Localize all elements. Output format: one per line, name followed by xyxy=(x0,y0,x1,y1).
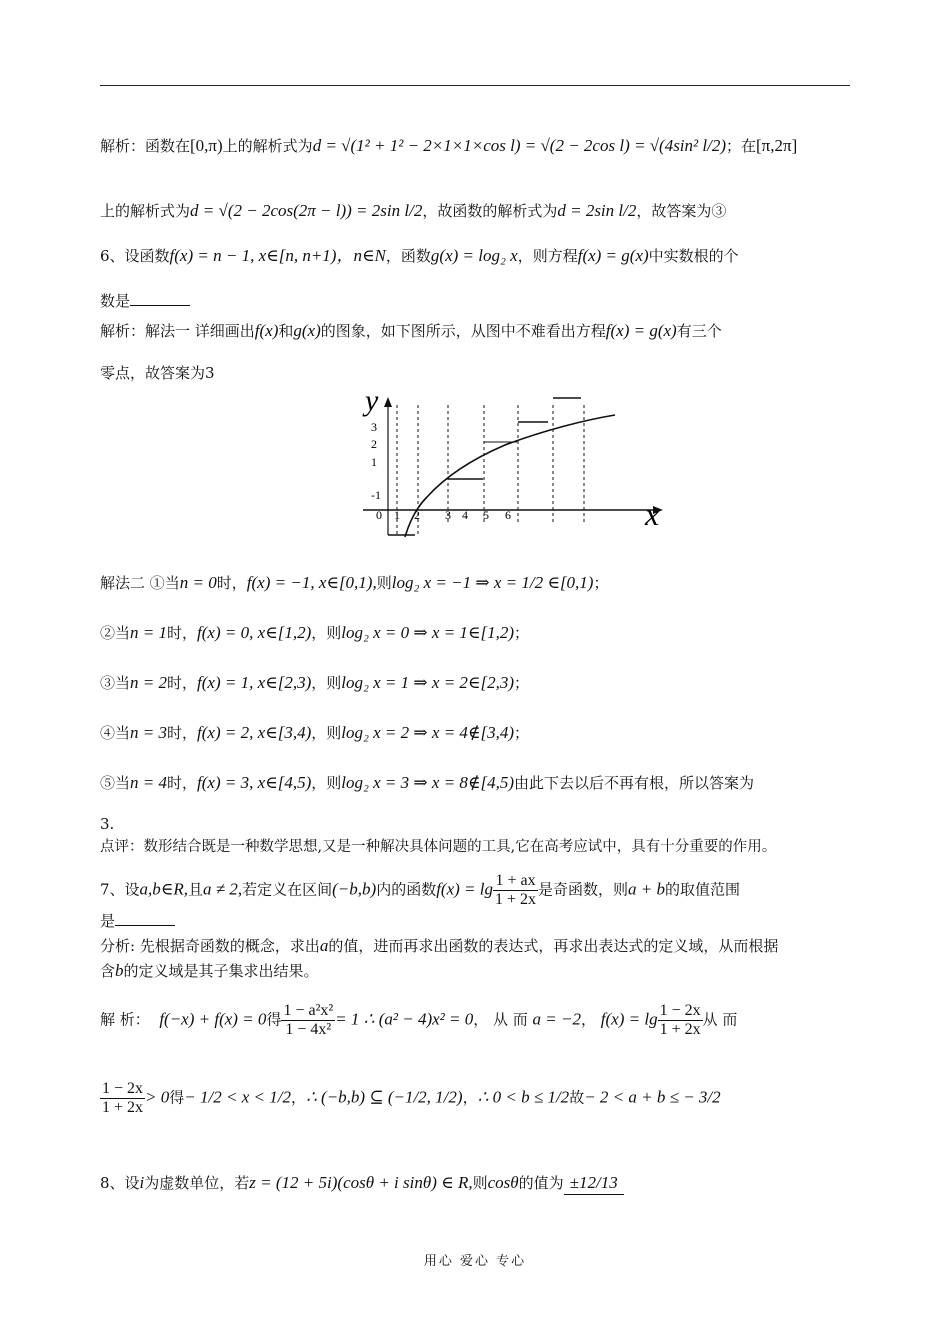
text: ，函数 xyxy=(385,247,431,265)
math-formula: − 1/2 < x < 1/2 xyxy=(184,1087,291,1107)
text: 时， xyxy=(167,724,198,742)
math-formula: f(x) xyxy=(254,321,279,340)
text: 时， xyxy=(167,674,198,692)
math-formula: > 0 xyxy=(145,1087,170,1107)
y-tick-label: 1 xyxy=(371,455,377,469)
text: 解析：解法一 详细画出 xyxy=(100,322,255,340)
question-6 xyxy=(100,245,860,267)
text: 解 析： xyxy=(100,1010,150,1029)
solution-7-cont xyxy=(100,1080,860,1117)
denominator: 1 + 2x xyxy=(659,1021,701,1038)
math-formula: z = (12 + 5i)(cosθ + i sinθ) ∈ R, xyxy=(249,1173,473,1192)
math-formula: f(x) = lg xyxy=(600,1009,658,1029)
text: 分析: 先根据奇函数的概念，求出 xyxy=(100,937,320,955)
text: 解析：函数在 xyxy=(100,137,191,155)
text: ④当 xyxy=(100,724,131,742)
math-formula: a xyxy=(319,936,329,955)
text: 中实数根的个 xyxy=(648,247,739,265)
numerator: 1 − 2x xyxy=(659,1002,701,1019)
math-formula: a + b xyxy=(628,879,666,899)
text: ，则方程 xyxy=(517,247,578,265)
numerator: 1 + ax xyxy=(493,872,538,891)
math-formula: log₂ x = 3 ⇒ x = 8∉[4,5) xyxy=(341,773,515,792)
answer-3 xyxy=(100,813,860,835)
math-formula: log₂ x = 0 ⇒ x = 1∈[1,2) xyxy=(341,623,515,642)
math-interval: [π,2π] xyxy=(756,136,798,155)
y-axis-label: y xyxy=(365,385,379,417)
math-formula: n = 0 xyxy=(179,573,217,592)
text: 点评：数形结合既是一种数学思想,又是一种解决具体问题的工具,它在高考应试中，具有十分重要的作用。 xyxy=(100,839,777,855)
solution-6-method-1-cont xyxy=(100,362,860,384)
solution-6-method-1 xyxy=(100,320,860,342)
text: ，则 xyxy=(311,774,342,792)
text: 和 xyxy=(278,322,294,340)
math-formula: ∴ (−b,b) ⊆ (−1/2, 1/2) xyxy=(305,1087,463,1107)
analysis-7-cont xyxy=(100,960,860,982)
text: 时， xyxy=(216,574,247,592)
math-formula: − 2 < a + b ≤ − 3/2 xyxy=(584,1087,721,1107)
case-n-4 xyxy=(100,772,860,794)
math-formula: f(x) = g(x) xyxy=(605,321,677,340)
answer-blank xyxy=(564,1172,624,1195)
math-formula: f(x) = 1, x∈[2,3) xyxy=(197,673,312,692)
comment xyxy=(100,836,860,858)
math-formula: f(x) = −1, x∈[0,1), xyxy=(246,573,377,592)
math-formula: cosθ xyxy=(487,1173,519,1192)
x-tick-label: 0 xyxy=(376,508,382,522)
text: 数是 xyxy=(100,292,131,310)
text: ； xyxy=(514,624,530,642)
text: 由此下去以后不再有根，所以答案为 xyxy=(514,774,755,792)
text: 有三个 xyxy=(676,322,722,340)
math-formula: d = √(1² + 1² − 2×1×1×cos l) = √(2 − 2cos l) = √(4sin² l/2) xyxy=(312,136,726,155)
denominator: 1 + 2x xyxy=(102,1099,144,1116)
text: ， xyxy=(290,1088,306,1107)
x-tick-label: 1 xyxy=(394,508,400,522)
solution-line-1 xyxy=(100,135,860,157)
math-formula: n = 1 xyxy=(130,623,167,642)
text: 上的解析式为 xyxy=(100,202,191,220)
x-tick-label: 2 xyxy=(414,508,420,522)
numerator: 1 − a²x² xyxy=(283,1002,334,1019)
text: ，故答案为③ xyxy=(636,202,727,220)
text: 解法二 ①当 xyxy=(100,574,180,592)
math-formula: n = 4 xyxy=(130,773,167,792)
x-tick-label: 5 xyxy=(483,508,489,522)
math-formula: b xyxy=(115,961,124,980)
x-tick-label: 4 xyxy=(462,508,468,522)
math-formula: f(x) = lg xyxy=(436,879,493,899)
text: ，则 xyxy=(311,674,342,692)
text: ，则 xyxy=(311,624,342,642)
math-formula: = 1 ∴ (a² − 4)x² = 0 xyxy=(335,1009,474,1029)
text: ， 从 而 xyxy=(473,1010,528,1029)
case-n-2 xyxy=(100,672,860,694)
y-tick-label: -1 xyxy=(371,488,381,502)
question-6-cont xyxy=(100,290,860,312)
math-formula: a = −2 xyxy=(532,1009,581,1029)
y-tick-label: 2 xyxy=(371,437,377,451)
math-formula: a ≠ 2, xyxy=(203,879,243,899)
question-7 xyxy=(100,872,860,909)
text: 为虚数单位，若 xyxy=(144,1174,250,1192)
text: ， xyxy=(462,1088,478,1107)
text: ⑤当 xyxy=(100,774,131,792)
text: 则 xyxy=(376,574,392,592)
question-7-cont xyxy=(100,910,860,932)
x-tick-label: 6 xyxy=(505,508,511,522)
text: 且 xyxy=(188,880,204,899)
text: ②当 xyxy=(100,624,131,642)
x-axis-label: x xyxy=(645,496,660,532)
header-rule xyxy=(100,85,850,86)
math-formula: f(x) = 2, x∈[3,4) xyxy=(197,723,312,742)
y-axis-arrow xyxy=(384,397,392,407)
text: ； xyxy=(593,574,609,592)
text: 得 xyxy=(266,1010,282,1029)
denominator: 1 + 2x xyxy=(495,891,537,908)
text: ，则 xyxy=(311,724,342,742)
math-formula: f(−x) + f(x) = 0 xyxy=(159,1009,267,1029)
solution-line-2 xyxy=(100,200,860,222)
text: 上的解析式为 xyxy=(222,137,313,155)
text: ；在 xyxy=(725,137,756,155)
answer-blank xyxy=(130,291,190,306)
text: 若定义在区间 xyxy=(242,880,333,899)
question-number: 8、设 xyxy=(100,1174,140,1192)
fraction xyxy=(493,872,538,909)
math-formula: n = 2 xyxy=(130,673,167,692)
text: 的定义域是其子集求出结果。 xyxy=(123,962,319,980)
text: 含 xyxy=(100,962,116,980)
case-n-1 xyxy=(100,622,860,644)
y-tick-label: 3 xyxy=(371,420,377,434)
text: 从 而 xyxy=(702,1010,738,1029)
text: 时， xyxy=(167,624,198,642)
text: ③当 xyxy=(100,674,131,692)
text: ， xyxy=(581,1010,597,1029)
fraction xyxy=(281,1002,335,1039)
fraction xyxy=(100,1080,145,1117)
math-formula: log₂ x = 1 ⇒ x = 2∈[2,3) xyxy=(341,673,515,692)
text: 零点，故答案为3 xyxy=(100,364,215,382)
math-formula: f(x) = 0, x∈[1,2) xyxy=(197,623,312,642)
math-formula: d = 2sin l/2 xyxy=(557,201,637,220)
text: 得 xyxy=(169,1088,185,1107)
question-8 xyxy=(100,1172,860,1195)
math-formula: f(x) = 3, x∈[4,5) xyxy=(197,773,312,792)
math-formula: a,b∈R, xyxy=(139,879,189,899)
math-formula: (−b,b) xyxy=(332,879,377,899)
numerator: 1 − 2x xyxy=(102,1080,144,1097)
math-formula: ∴ 0 < b ≤ 1/2 xyxy=(477,1087,570,1107)
text: 3. xyxy=(100,815,115,833)
fraction xyxy=(658,1002,703,1039)
text: 则 xyxy=(472,1174,488,1192)
text: ； xyxy=(514,674,530,692)
x-tick-label: 3 xyxy=(445,508,451,522)
case-n-3 xyxy=(100,722,860,744)
grid-dashed-lines xyxy=(397,405,584,535)
text: 是奇函数，则 xyxy=(538,880,629,899)
math-formula: log₂ x = −1 ⇒ x = 1/2 ∈[0,1) xyxy=(391,573,594,592)
question-number: 6、设函数 xyxy=(100,247,170,265)
text: 是 xyxy=(100,912,116,930)
math-formula: g(x) xyxy=(293,321,321,340)
math-formula: ，n∈N xyxy=(336,246,386,265)
math-formula: i xyxy=(139,1173,145,1192)
page-footer: 用心 爱心 专心 xyxy=(423,1254,527,1269)
text: 时， xyxy=(167,774,198,792)
math-formula: log₂ x = 2 ⇒ x = 4∉[3,4) xyxy=(341,723,515,742)
denominator: 1 − 4x² xyxy=(285,1021,332,1038)
answer-blank xyxy=(115,911,175,926)
math-formula: f(x) = g(x) xyxy=(577,246,649,265)
solution-7 xyxy=(100,1002,860,1039)
text: 的取值范围 xyxy=(665,880,741,899)
math-formula: f(x) = n − 1, x∈[n, n+1) xyxy=(169,246,337,265)
text: 的图象，如下图所示，从图中不难看出方程 xyxy=(320,322,606,340)
math-formula: g(x) = log₂ x xyxy=(430,246,518,265)
question-number: 7、设 xyxy=(100,880,140,899)
function-graph xyxy=(355,385,675,540)
analysis-7 xyxy=(100,935,860,957)
text: ，故函数的解析式为 xyxy=(422,202,558,220)
text: 故 xyxy=(569,1088,585,1107)
math-interval: [0,π) xyxy=(190,136,223,155)
math-formula: d = √(2 − 2cos(2π − l)) = 2sin l/2 xyxy=(190,201,423,220)
text: 的值，进而再求出函数的表达式，再求出表达式的定义域，从而根据 xyxy=(328,937,779,955)
math-formula: n = 3 xyxy=(130,723,167,742)
answer-value: ±12/13 xyxy=(569,1173,618,1192)
text: 内的函数 xyxy=(376,880,437,899)
text: 的值为 xyxy=(518,1174,564,1192)
solution-6-method-2 xyxy=(100,572,860,594)
text: ； xyxy=(514,724,530,742)
